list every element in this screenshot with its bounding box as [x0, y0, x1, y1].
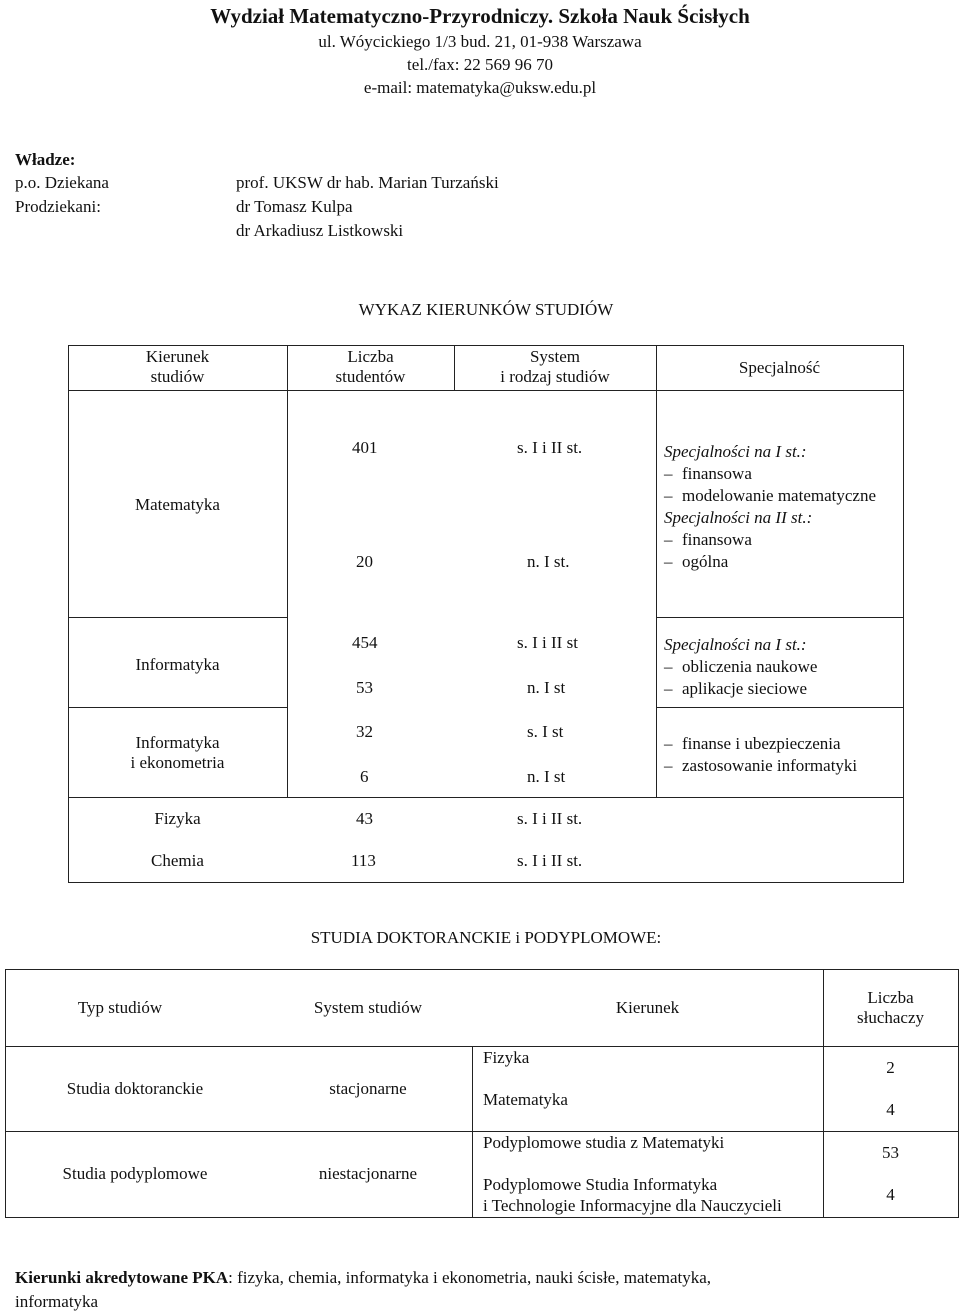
header-students: [287, 347, 454, 388]
row-count: 53: [882, 1143, 899, 1162]
vice-dean-name: dr Arkadiusz Listkowski: [236, 221, 404, 240]
specialty-item: [664, 463, 876, 485]
faculty-address: ul. Wóycickiego 1/3 bud. 21, 01-938 Warszawa: [318, 32, 642, 51]
specialty-item: [664, 551, 876, 573]
row-field-matematyka: Matematyka: [135, 495, 220, 514]
header-count-line: Liczba: [867, 988, 914, 1007]
header-type: Typ studiów: [77, 998, 163, 1017]
row-count: 113: [351, 851, 376, 870]
header-students-line: Liczba: [347, 347, 394, 366]
row-field-informatyka-ekonometria: [68, 733, 287, 774]
row-count: 4: [886, 1185, 895, 1204]
row-field: Matematyka: [483, 1090, 568, 1109]
header-field-line: Kierunek: [145, 347, 210, 366]
specialty-item-text: aplikacje sieciowe: [682, 679, 808, 698]
vice-dean-role: Prodziekani:: [15, 197, 101, 216]
specialty-list-ekonometria: [664, 733, 857, 777]
row-field-fizyka: Fizyka: [154, 809, 201, 828]
row-count: 4: [886, 1100, 895, 1119]
accreditation-line: [15, 1268, 711, 1288]
header-field: [68, 347, 287, 388]
row-system: s. I st: [527, 722, 564, 741]
row-field: Fizyka: [483, 1048, 530, 1067]
specialty-list-matematyka: [664, 441, 876, 573]
doctoral-title: STUDIA DOKTORANCKIE i PODYPLOMOWE:: [310, 928, 662, 947]
row-system: stacjonarne: [329, 1079, 407, 1098]
row-field-line: i ekonometria: [130, 753, 225, 773]
header-field: Kierunek: [615, 998, 680, 1017]
header-system: System studiów: [313, 998, 423, 1017]
header-system: [454, 347, 656, 388]
row-field-chemia: Chemia: [151, 851, 204, 870]
specialty-item-text: ogólna: [682, 552, 729, 571]
specialty-item-text: finansowa: [682, 464, 752, 483]
header-field-line: studiów: [150, 367, 205, 387]
accreditation-label: Kierunki akredytowane PKA: [15, 1268, 229, 1287]
specialty-item: [664, 529, 876, 551]
row-system: niestacjonarne: [318, 1164, 418, 1183]
faculty-title: Wydział Matematyczno-Przyrodniczy. Szkoła Nauk Ścisłych: [210, 4, 750, 28]
header-system-line: System: [529, 347, 581, 366]
row-count: 454: [352, 633, 378, 652]
specialty-item: [664, 656, 817, 678]
specialty-item-text: finansowa: [682, 530, 752, 549]
specialty-item: [664, 755, 857, 777]
authorities-heading: Władze:: [15, 150, 76, 169]
row-type: Studia doktoranckie: [66, 1079, 204, 1098]
specialty-item-text: obliczenia naukowe: [682, 657, 818, 676]
row-field-informatyka: Informatyka: [135, 655, 220, 674]
vice-dean-name: dr Tomasz Kulpa: [236, 197, 353, 216]
specialty-item-text: finanse i ubezpieczenia: [682, 734, 841, 753]
row-system: n. I st.: [527, 552, 570, 571]
faculty-phone: tel./fax: 22 569 96 70: [407, 55, 553, 74]
row-count: 2: [886, 1058, 895, 1077]
row-field-line: Informatyka: [135, 733, 220, 752]
row-system: s. I i II st: [517, 633, 578, 652]
specialty-heading: Specjalności na I st.:: [664, 635, 807, 654]
row-count: 401: [352, 438, 378, 457]
faculty-email: e-mail: matematyka@uksw.edu.pl: [363, 78, 597, 97]
accreditation-text: : fizyka, chemia, informatyka i ekonometria, nauki ścisłe, matematyka,: [228, 1268, 712, 1287]
row-count: 43: [356, 809, 373, 828]
dean-role: p.o. Dziekana: [15, 173, 109, 192]
header-count-line: słuchaczy: [856, 1008, 925, 1028]
row-type: Studia podyplomowe: [62, 1164, 208, 1183]
dean-name: prof. UKSW dr hab. Marian Turzański: [236, 173, 499, 192]
specialty-item-text: zastosowanie informatyki: [682, 756, 858, 775]
row-count: 6: [360, 767, 369, 786]
specialty-item: [664, 678, 817, 700]
header-count: [823, 988, 958, 1029]
header-system-line: i rodzaj studiów: [500, 367, 610, 387]
row-system: s. I i II st.: [517, 851, 583, 870]
row-field: Podyplomowe studia z Matematyki: [483, 1133, 725, 1152]
specialty-item: [664, 485, 876, 507]
row-field: i Technologie Informacyjne dla Nauczycieli: [483, 1196, 782, 1215]
row-system: n. I st: [527, 767, 566, 786]
specialty-heading: Specjalności na II st.:: [664, 508, 813, 527]
header-specialty: Specjalność: [738, 358, 821, 377]
specialty-item-text: modelowanie matematyczne: [682, 486, 876, 505]
row-count: 32: [356, 722, 373, 741]
specialty-item: [664, 733, 857, 755]
row-count: 53: [356, 678, 373, 697]
row-system: s. I i II st.: [517, 438, 583, 457]
studies-title: WYKAZ KIERUNKÓW STUDIÓW: [358, 300, 614, 319]
specialty-list-informatyka: [664, 634, 817, 700]
row-system: n. I st: [527, 678, 566, 697]
row-field: Podyplomowe Studia Informatyka: [483, 1175, 718, 1194]
row-system: s. I i II st.: [517, 809, 583, 828]
header-students-line: studentów: [335, 367, 406, 387]
accreditation-text-continued: informatyka: [15, 1292, 99, 1311]
specialty-heading: Specjalności na I st.:: [664, 442, 807, 461]
row-count: 20: [356, 552, 373, 571]
